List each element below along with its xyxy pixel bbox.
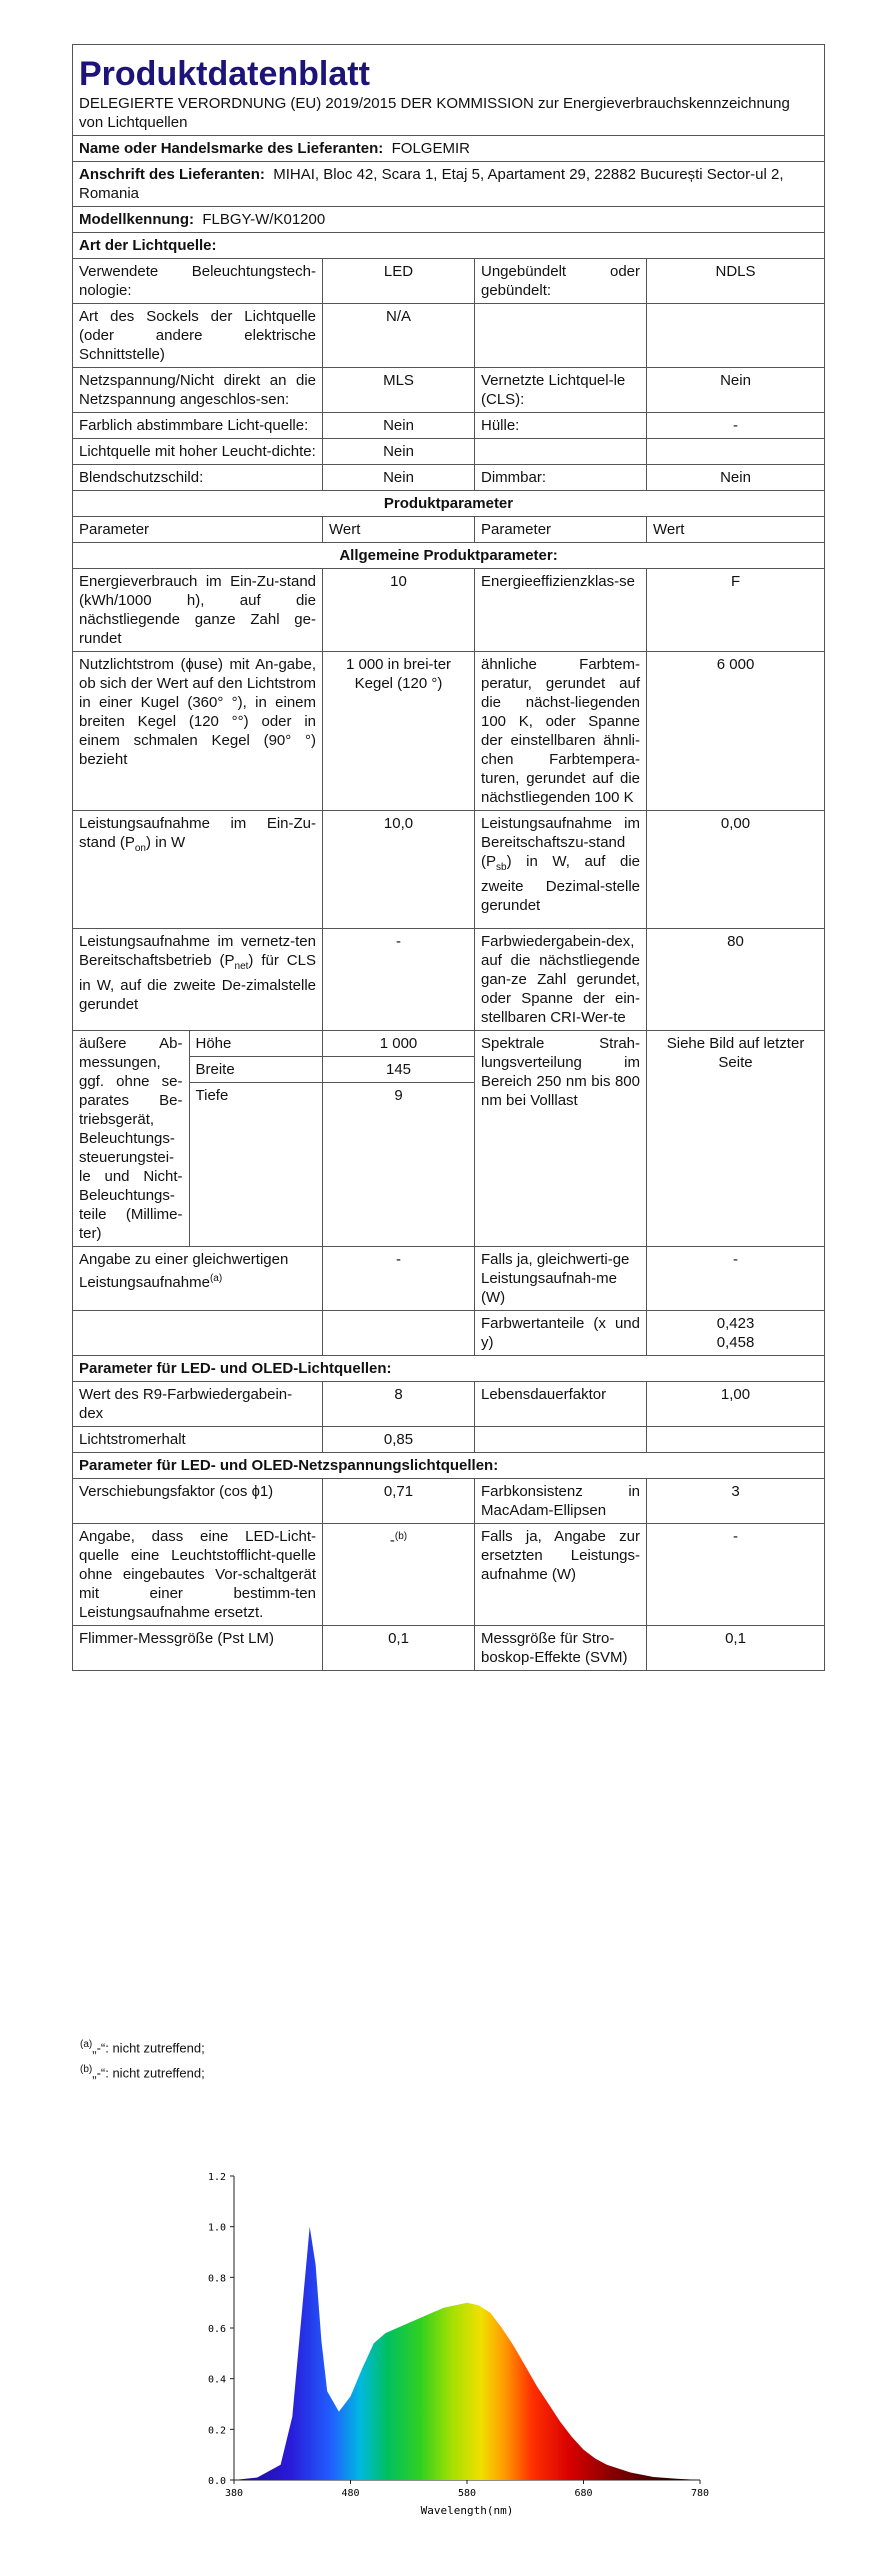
energy-value: 10	[323, 569, 475, 652]
height-label: Höhe	[190, 1031, 323, 1057]
spectral-distribution-label: Spektrale Strah-lungsverteilung im Bereich 250 nm bis 800 nm bei Volllast	[475, 1031, 647, 1247]
supplier-address-label: Anschrift des Lieferanten:	[79, 166, 265, 183]
cri-value: 80	[647, 929, 825, 1031]
cap-label: Art des Sockels der Lichtquelle (oder andere elektrische Schnittstelle)	[73, 304, 323, 368]
flicker-label: Flimmer-Messgröße (Pst LM)	[73, 1626, 323, 1671]
cap-value: N/A	[323, 304, 475, 368]
col-value-1: Wert	[323, 517, 475, 543]
standby-power-label: Leistungsaufnahme im Bereitschaftszu-stand $(P_{sb})$ in W, auf die zweite Dezimal-stelle gerundet	[475, 811, 647, 929]
height-value: 1 000	[323, 1031, 474, 1057]
lightsource-section-heading: Art der Lichtquelle:	[73, 233, 825, 259]
x-tick-label: 680	[574, 2488, 593, 2499]
dimensions-label: äußere Ab-messungen, ggf. ohne se-parates Be-triebsgerät, Beleuchtungs-steuerungstei-le und Nicht-Beleuchtungs-teile (Millime-ter)	[73, 1031, 189, 1246]
table-row	[73, 439, 825, 465]
chromaticity-value	[647, 1311, 825, 1356]
general-section-heading: Allgemeine Produktparameter:	[73, 543, 825, 569]
glare-value: Nein	[323, 465, 475, 491]
datasheet	[72, 44, 824, 1671]
tech-label: Verwendete Beleuchtungstech-nologie:	[73, 259, 323, 304]
lightsource-section-row	[73, 233, 825, 259]
y-tick-label: 0.8	[207, 2273, 226, 2285]
cct-value: 6 000	[647, 652, 825, 811]
supplier-name-value: FOLGEMIR	[391, 140, 470, 157]
table-row	[73, 465, 825, 491]
x-tick-label: 580	[457, 2488, 477, 2499]
color-consistency-label: Farbkonsistenz in MacAdam-Ellipsen	[475, 1479, 647, 1524]
model-label: Modellkennung:	[79, 211, 194, 228]
led-section-row	[73, 1356, 825, 1382]
supplier-address-row	[73, 162, 825, 207]
net-standby-label: Leistungsaufnahme im vernetz-ten Bereitschaftsbetrieb $(P_{net})$ für CLS in W, auf die zweite De-zimalstelle gerundet	[73, 929, 323, 1031]
params-section-heading: Produktparameter	[73, 491, 825, 517]
high-luminance-value: Nein	[323, 439, 475, 465]
spectrum-chart	[170, 2160, 730, 2530]
table-row	[73, 368, 825, 413]
x-tick-label: 380	[224, 2488, 244, 2499]
mains-section-row	[73, 1453, 825, 1479]
r9-label: Wert des R9-Farbwiedergabein-dex	[73, 1382, 323, 1427]
table-row	[73, 259, 825, 304]
dimmable-value: Nein	[647, 465, 825, 491]
supplier-address-value: MIHAI, Bloc 42, Scara 1, Etaj 5, Apartament 29, 22882 București Sector-ul 2, Romania	[79, 166, 784, 202]
footnote-a: $^{(a)}$„-“: nicht zutreffend;	[80, 2039, 205, 2056]
table-row	[73, 1427, 825, 1453]
replacement-claim-value: -$^{(b)}$	[323, 1524, 475, 1626]
tech-value: LED	[323, 259, 475, 304]
depth-value: 9	[394, 1087, 403, 1104]
cls-label: Vernetzte Lichtquel-le (CLS):	[475, 368, 647, 413]
equivalent-power-value: -	[647, 1247, 825, 1311]
nondirect-value: NDLS	[647, 259, 825, 304]
y-tick-label: 0.0	[207, 2476, 226, 2487]
width-value: 145	[323, 1057, 474, 1083]
mains-label: Netzspannung/Nicht direkt an die Netzspannung angeschlos-sen:	[73, 368, 323, 413]
params-section-row	[73, 491, 825, 517]
table-row	[73, 1479, 825, 1524]
table-row	[73, 569, 825, 652]
power-factor-value: 0,71	[323, 1479, 475, 1524]
header-row	[73, 45, 825, 136]
table-row	[73, 652, 825, 811]
table-row	[73, 413, 825, 439]
table-row	[73, 1311, 825, 1356]
footnote-b: $^{(b)}$„-“: nicht zutreffend;	[80, 2064, 205, 2081]
table-row	[73, 1031, 825, 1247]
y-tick-label: 0.6	[207, 2324, 226, 2335]
flux-label: Nutzlichtstrom (ɸuse) mit An-gabe, ob sich der Wert auf den Lichtstrom in einer Kugel (360° °), in einem breiten Kegel (120 °°) oder in einem schmalen Kegel (90° °) bezieht	[73, 652, 323, 811]
table-row	[73, 1524, 825, 1626]
chromaticity-x: 0,423	[716, 1315, 755, 1332]
model-row	[73, 207, 825, 233]
table-row	[73, 304, 825, 368]
depth-label: Tiefe	[195, 1087, 229, 1104]
tunable-label: Farblich abstimmbare Licht-quelle:	[73, 413, 323, 439]
energy-label: Energieverbrauch im Ein-Zu-stand (kWh/1000 h), auf die nächstliegende ganze Zahl ge-rundet	[73, 569, 323, 652]
chromaticity-label: Farbwertanteile (x und y)	[475, 1311, 647, 1356]
standby-power-value: 0,00	[647, 811, 825, 929]
mains-value: MLS	[323, 368, 475, 413]
regulation-subtitle: DELEGIERTE VERORDNUNG (EU) 2019/2015 DER KOMMISSION zur Energieverbrauchskennzeichnung von Lichtquellen	[79, 95, 790, 131]
stroboscopic-label: Messgröße für Stro-boskop-Effekte (SVM)	[475, 1626, 647, 1671]
energy-class-label: Energieeffizienzklas-se	[475, 569, 647, 652]
on-power-value: 10,0	[323, 811, 475, 929]
envelope-label: Hülle:	[475, 413, 647, 439]
net-standby-value: -	[323, 929, 475, 1031]
col-param-2: Parameter	[475, 517, 647, 543]
lumen-maintenance-value: 0,85	[323, 1427, 475, 1453]
y-tick-label: 0.4	[207, 2374, 226, 2386]
led-section-heading: Parameter für LED- und OLED-Lichtquellen:	[73, 1356, 825, 1382]
glare-label: Blendschutzschild:	[73, 465, 323, 491]
column-header-row	[73, 517, 825, 543]
equivalent-power-claim-label: Angabe zu einer gleichwertigen Leistungsaufnahme$^{(a)}$	[73, 1247, 323, 1311]
supplier-name-row	[73, 136, 825, 162]
cls-value: Nein	[647, 368, 825, 413]
supplier-name-label: Name oder Handelsmarke des Lieferanten:	[79, 140, 384, 157]
cri-label: Farbwiedergabein-dex, auf die nächstliegende gan-ze Zahl gerundet, oder Spanne der ein-stellbaren CRI-Wer-te	[475, 929, 647, 1031]
page-title: Produktdatenblatt	[79, 55, 370, 93]
replacement-claim-label: Angabe, dass eine LED-Licht-quelle eine Leuchtstofflicht-quelle ohne eingebautes Vor-schaltgerät mit einer bestimm-ten Leistungsaufnahme ersetzt.	[73, 1524, 323, 1626]
x-tick-label: 780	[690, 2488, 710, 2499]
cct-label: ähnliche Farbtem-peratur, gerundet auf die nächst-liegenden 100 K, oder Spanne der einstellbaren ähnli-chen Farbtempera-turen, gerundet auf die nächstliegenden 100 K	[475, 652, 647, 811]
flux-value: 1 000 in brei-ter Kegel (120 °)	[323, 652, 475, 811]
y-tick-label: 1.2	[207, 2172, 226, 2183]
model-value: FLBGY-W/K01200	[202, 211, 326, 228]
mains-section-heading: Parameter für LED- und OLED-Netzspannungslichtquellen:	[73, 1453, 825, 1479]
equivalent-power-claim-value: -	[323, 1247, 475, 1311]
x-axis-label: Wavelength(nm)	[420, 2504, 514, 2517]
width-label: Breite	[190, 1057, 323, 1083]
y-tick-label: 0.2	[207, 2425, 226, 2437]
datasheet-table	[72, 44, 825, 1671]
table-row	[73, 1626, 825, 1671]
y-tick-label: 1.0	[207, 2222, 226, 2234]
survival-factor-label: Lebensdauerfaktor	[475, 1382, 647, 1427]
footnotes	[80, 2034, 205, 2085]
replaced-power-label: Falls ja, Angabe zur ersetzten Leistungs-aufnahme (W)	[475, 1524, 647, 1626]
envelope-value: -	[647, 413, 825, 439]
high-luminance-label: Lichtquelle mit hoher Leucht-dichte:	[73, 439, 323, 465]
general-section-row	[73, 543, 825, 569]
stroboscopic-value: 0,1	[647, 1626, 825, 1671]
dimensions-block	[73, 1031, 322, 1246]
power-factor-label: Verschiebungsfaktor (cos ɸ1)	[73, 1479, 323, 1524]
color-consistency-value: 3	[647, 1479, 825, 1524]
table-row	[73, 811, 825, 929]
on-power-label: Leistungsaufnahme im Ein-Zu-stand $(P_{on})$ in W	[73, 811, 323, 929]
table-row	[73, 929, 825, 1031]
lumen-maintenance-label: Lichtstromerhalt	[73, 1427, 323, 1453]
nondirect-label: Ungebündelt oder gebündelt:	[475, 259, 647, 304]
x-tick-label: 480	[341, 2488, 360, 2499]
tunable-value: Nein	[323, 413, 475, 439]
survival-factor-value: 1,00	[647, 1382, 825, 1427]
table-row	[73, 1382, 825, 1427]
chromaticity-y: 0,458	[716, 1334, 755, 1351]
spectrum-series	[234, 2227, 700, 2480]
dimmable-label: Dimmbar:	[475, 465, 647, 491]
equivalent-power-label: Falls ja, gleichwerti-ge Leistungsaufnah-me (W)	[475, 1247, 647, 1311]
spectral-distribution-value: Siehe Bild auf letzter Seite	[647, 1031, 825, 1247]
flicker-value: 0,1	[323, 1626, 475, 1671]
col-value-2: Wert	[647, 517, 825, 543]
table-row	[73, 1247, 825, 1311]
r9-value: 8	[323, 1382, 475, 1427]
col-param-1: Parameter	[73, 517, 323, 543]
energy-class-value: F	[647, 569, 825, 652]
replaced-power-value: -	[647, 1524, 825, 1626]
